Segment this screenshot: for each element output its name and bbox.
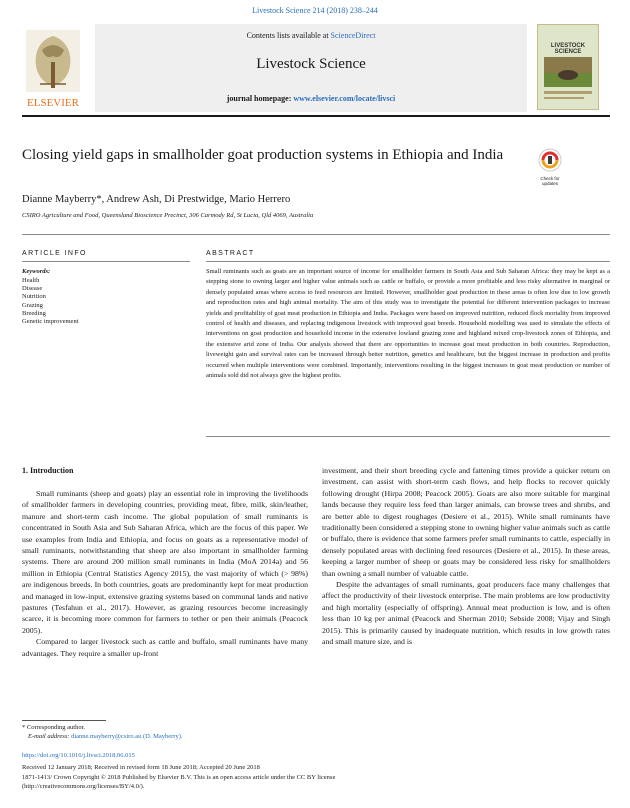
homepage-prefix: journal homepage: (226, 94, 294, 103)
journal-reference[interactable]: Livestock Science 214 (2018) 238–244 (252, 6, 378, 15)
sciencedirect-link[interactable]: ScienceDirect (330, 31, 376, 40)
keyword-list (22, 277, 79, 326)
abstract-heading: ABSTRACT (206, 250, 255, 257)
contents-prefix: Contents lists available at (246, 31, 331, 40)
received-dates: Received 12 January 2018; Received in revised form 18 June 2018; Accepted 20 June 2018 (22, 764, 260, 771)
footnote (22, 723, 182, 741)
header-divider (22, 115, 610, 117)
affiliation: CSIRO Agriculture and Food, Queensland Bioscience Precinct, 306 Carmody Rd, St Lucia, Qld 4069, Australia (22, 212, 314, 219)
footnote-divider (22, 720, 106, 721)
check-for-updates-icon[interactable] (537, 148, 563, 178)
abstract-bottom-divider (206, 436, 610, 437)
body-paragraph: Small ruminants (sheep and goats) play an essential role in improving the livelihoods of smallholder farmers in developing countries, providing meat, fibre, milk, skin/leather, manure and short-term cash income. The global population of small ruminants is concentrated in South Asia and Sub Saharan Africa, which are the focus of this paper. We use examples from India and Ethiopia, and focus on goats as a representative model of small ruminants, notwithstanding that sheep are also important in smallholder farming systems. There are around 200 million small ruminants in India (MoA 2014a) and 56 million in Ethiopia (Central Statistics Agency 2015), the vast majority of which (> 98%) are indigenous breeds. In both countries, goats are predominantly kept for meat production and managed in low-input, extensive grazing systems based on communal lands and native pastures (Tesfahun et al., 2017). However, as grazing resources become increasingly scarce, it is becoming more common for farmers to tether or pen their animals (Peacock 2005). (22, 489, 308, 635)
body-right-column (322, 465, 610, 648)
email-link[interactable]: dianne.mayberry@csiro.au (D. Mayberry). (71, 733, 183, 740)
abstract-body: Small ruminants such as goats are an important source of income for smallholder farmers in South Asia and Sub Saharan Africa: they may be kept as a stepping stone to owning larger and higher value animals such as cattle or buffalo, or provide a more profitable and less risky alternative in marginal or densely populated areas where access to feed resources are limited. However, smallholder goat production in these areas is often low due to low growth and reproduction rates and high animal mortality. The aim of this study was to investigate the potential for different intervention packages to increase yields and profitability of goat meat production in Ethiopia and India. Packages were based on improved nutrition, reduced flock mortality from improved control of health and diseases, and replacing indigenous livestock with improved goat breeds. Household modelling was used to simulate the effects of interventions on goat production and household income in the extensive lowland grazing zone and highland mixed crop-livestock zones of Ethiopia, and the extensive arid zone of India. Our analysis showed that there are opportunities to increase goat meat production in both countries. Reproduction, liveweight gain and survival rates can be increased through better nutrition, genetics and healthcare, but the biggest increase in production and profits occurred when multiple interventions were combined. Importantly, interventions resulting in the biggest increases in goat meat production or number of animals sold did not always give the highest profits. (206, 268, 610, 380)
author-list[interactable]: Dianne Mayberry*, Andrew Ash, Di Prestwidge, Mario Herrero (22, 194, 291, 205)
cover-title: LIVESTOCK SCIENCE (550, 43, 586, 55)
metadata-divider (22, 234, 610, 235)
keyword-item: Breeding (22, 309, 46, 317)
keywords-label: Keywords: (22, 268, 51, 275)
introduction-heading: 1. Introduction (22, 466, 74, 475)
keyword-item: Nutrition (22, 293, 46, 301)
check-for-updates-label[interactable]: Check for updates (540, 176, 560, 186)
body-paragraph: Despite the advantages of small ruminants, goat producers face many challenges that affect the productivity of their livestock enterprise. The main problems are low productivity and high mortality (especially of offspring). Annual meat production is low, and is often less than 10 kg per animal (Peacock and Sherman 2010; Sebside 2008; Vijay and Singh 2015). This is primarily caused by inadequate nutrition, which results in low growth rates and small mature size, and is (322, 580, 610, 647)
homepage-link[interactable]: www.elsevier.com/locate/livsci (293, 94, 396, 103)
journal-cover-image[interactable] (537, 24, 599, 110)
article-title: Closing yield gaps in smallholder goat production systems in Ethiopia and India (22, 147, 504, 163)
email-label: E-mail address: (28, 733, 70, 740)
elsevier-wordmark: ELSEVIER (27, 97, 79, 109)
journal-homepage-line (95, 94, 527, 103)
cover-photo-icon (538, 53, 598, 109)
copyright-notice: 1871-1413/ Crown Copyright © 2018 Published by Elsevier B.V. This is an open access article under the CC BY license (http://creativecommons.org/licenses/BY/4.0/). (22, 774, 336, 790)
keyword-item: Genetic improvement (22, 318, 79, 326)
keyword-item: Grazing (22, 301, 43, 309)
body-paragraph: Compared to larger livestock such as cattle and buffalo, small ruminants have many advantages. They require a smaller up-front (22, 637, 308, 658)
contents-line (95, 31, 527, 40)
doi-link[interactable]: https://doi.org/10.1016/j.livsci.2018.06.015 (22, 752, 135, 759)
corresponding-author-note: * Corresponding author. (22, 724, 86, 731)
article-info-heading: ARTICLE INFO (22, 250, 87, 257)
body-paragraph: investment, and their short breeding cycle and fattening times provide a quicker return on investment, can assist with short-term cash flows, and help flocks to recover quickly following drought (Hirpa 2008; Peacock 2005). Goats are also more suitable for marginal lands because they require less feed than larger animals, can browse trees and shrubs, and are better able to digest roughages (Desiere et al., 2015). While small ruminants have traditionally been considered a stepping stone to owning higher value animals such as cattle or buffalo, there is evidence that some farmers prefer small ruminants to cattle, especially in densely populated areas with declining feed resources (Desiere et al., 2015). In these areas, keeping a larger number of sheep or goats may be considered less risky for smallholders than owning a small number of valuable cattle. (322, 466, 610, 578)
body-left-column (22, 488, 308, 659)
keyword-item: Health (22, 277, 40, 284)
keyword-item: Disease (22, 285, 43, 293)
article-info-divider (22, 261, 190, 262)
elsevier-logo[interactable] (22, 26, 84, 112)
journal-title: Livestock Science (256, 56, 366, 72)
abstract-divider (206, 261, 610, 262)
